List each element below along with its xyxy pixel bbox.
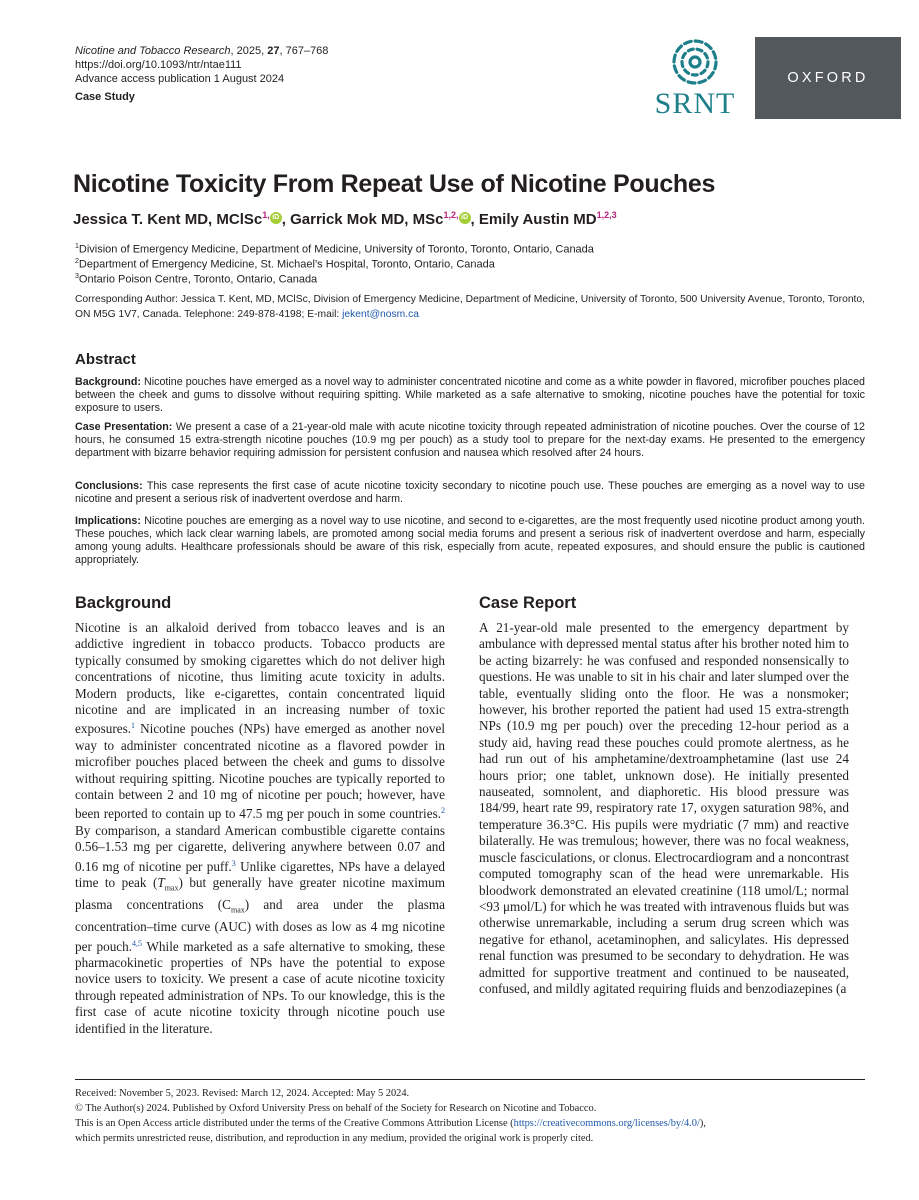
background-heading: Background [75, 594, 172, 612]
footer-divider [75, 1079, 865, 1080]
affiliation-text: Ontario Poison Centre, Toronto, Ontario, Canada [78, 273, 318, 286]
volume: 27 [267, 45, 280, 57]
case-report-text: A 21-year-old male presented to the emergency department by ambulance with depressed mental status after his brother noted him to be acting bizarrely: he was confused and responded nonsensically to questions. He was unable to sit in his chair and later slumped over the table, eventually sliding onto the floor. He was a nonsmoker; however, his brother reported the patient had used 15 extra-strength NPs (10.9 mg per pouch) over the preceding 12-hour period as a study aid, having read these pouches could promote alertness, as he had run out of his amphetamine/dextroamphetamine (last use 24 hours prior; one tablet, unknown dose). He initially presented nauseated, somnolent, and diaphoretic. His blood pressure was 184/99, heart rate 99, respiratory rate 17, oxygen saturation 98%, and temperature 36.3°C. His pupils were mydriatic (7 mm) and reactive bilaterally. He was tremulous; however, there was no focal weakness, muscle fasciculations, or clonus. Electrocardiogram and a noncontrast computed tomography scan of the head were unremarkable. His bloodwork demonstrated an elevated creatinine (118 umol/L; normal <93 μmol/L) for which he was treated with intravenous fluids but was otherwise unremarkable, including a serum drug screen which was negative for ethanol, acetaminophen, and salicylates. His depressed renal function was presumed to be secondary to dehydration. He was admitted for supportive treatment and continued to be nauseated, confused, and mildly agitated requiring fluids and benzodiazepines (a [479, 620, 849, 996]
abstract-case [75, 421, 865, 460]
tmax-subscript: max [164, 883, 179, 893]
citation-year: , 2025, [230, 45, 268, 57]
author-list: Jessica T. Kent MD, MClSc$^{1,}$ iD , Garrick Mok MD, MSc$^{1,2,}$ iD , Emily Austin MD$^{1,2,3}$ [73, 210, 617, 228]
affiliation [75, 269, 317, 288]
author-name: Jessica T. Kent MD, MClSc [73, 211, 263, 228]
paragraph-text: Nicotine pouches (NPs) have emerged as another novel way to administer concentrated nicotine as a flavored powder in microfiber pouches placed between the cheek and gums to dissolve without requiring spitting. Nicotine pouches are typically reported to contain between 2 and 10 mg of nicotine per pouch; however, have been reported to contain up to 47.5 mg per pouch in some countries. [75, 721, 445, 822]
background-text [75, 620, 445, 1037]
citation-link[interactable]: 3 [231, 858, 236, 868]
orcid-icon[interactable]: iD [459, 212, 471, 224]
affiliation-text: Department of Emergency Medicine, St. Michael’s Hospital, Toronto, Ontario, Canada [78, 258, 495, 271]
paragraph-text: ) but generally have greater nicotine maximum plasma concentrations (C [75, 875, 445, 913]
abstract-label: Case Presentation: [75, 421, 173, 433]
cmax-subscript: max [230, 905, 245, 915]
citation-link[interactable]: 4,5 [132, 938, 143, 948]
license-link[interactable]: https://creativecommons.org/licenses/by/4.0/ [513, 1118, 700, 1129]
author-name: Garrick Mok MD, MSc [290, 211, 444, 228]
orcid-icon[interactable]: iD [270, 212, 282, 224]
tmax-symbol: T [157, 875, 165, 891]
affiliation-number: 3 [75, 273, 79, 280]
citation-link[interactable]: 1 [131, 721, 136, 731]
author-affiliation-sup: 1, [262, 210, 270, 220]
citation-link[interactable]: 2 [441, 806, 445, 816]
journal-citation [75, 44, 328, 58]
abstract-conclusions [75, 480, 865, 506]
journal-name: Nicotine and Tobacco Research [75, 45, 231, 57]
copyright: © The Author(s) 2024. Published by Oxford University Press on behalf of the Society for Research on Nicotine and Tobacco. [75, 1103, 597, 1114]
abstract-text: We present a case of a 21-year-old male with acute nicotine toxicity through repeated administration of nicotine pouches. Over the course of 12 hours, he consumed 15 extra-strength nicotine pouches (10.9 mg per pouch) as a study tool to prepare for the next-day exams. He presented to the emergency department with bizarre behavior requiring admission for persistent confusion and nausea which resolved after 24 hours. [75, 421, 865, 459]
abstract-label: Implications: [75, 515, 141, 527]
oxford-logo: OXFORD [755, 37, 901, 119]
affiliation-number: 2 [75, 258, 79, 265]
paragraph-text: ) and area under the plasma concentration–time curve (AUC) with doses as low as 4 mg nicotine per pouch. [75, 897, 445, 954]
abstract-heading: Abstract [75, 351, 136, 368]
srnt-wordmark: SRNT [654, 87, 736, 120]
pages: , 767–768 [279, 45, 329, 57]
abstract-text: Nicotine pouches have emerged as a novel way to administer concentrated nicotine and come as a white powder in flavored, microfiber pouches placed between the cheek and gums to dissolve without requiring spitting. While marketed as a safe alternative to smoking, nicotine pouches have the potential for toxic exposure to users. [75, 376, 865, 414]
received-dates: Received: November 5, 2023. Revised: March 12, 2024. Accepted: May 5 2024. [75, 1088, 410, 1099]
corresponding-text: Corresponding Author: Jessica T. Kent, MD, MClSc, Division of Emergency Medicine, Department of Medicine, University of Toronto, 500 University Avenue, Toronto, Toronto, ON M5G 1V7, Canada. Telephone: 249-878-4198; E-mail: [75, 294, 865, 320]
abstract-text: This case represents the first case of acute nicotine toxicity secondary to nicotine pouch use. These pouches are emerging as a novel way to use nicotine and present a serious risk of inadvertent overdose and harm. [75, 480, 865, 505]
case-report-heading: Case Report [479, 594, 577, 612]
abstract-label: Conclusions: [75, 480, 143, 492]
paragraph-text: Unlike cigarettes, NPs have a delayed time to peak ( [75, 858, 446, 891]
author-affiliation-sup: 1,2, [443, 210, 459, 220]
license [75, 1116, 865, 1131]
affiliation-number: 1 [75, 243, 79, 250]
author-affiliation-sup: 1,2,3 [596, 210, 617, 220]
abstract-implications [75, 515, 865, 567]
article-title: Nicotine Toxicity From Repeat Use of Nicotine Pouches [73, 170, 716, 198]
license-text: ), [699, 1118, 706, 1129]
srnt-logo [645, 33, 745, 119]
email-link[interactable]: jekent@nosm.ca [342, 309, 419, 320]
advance-access: Advance access publication 1 August 2024 [75, 73, 285, 85]
paragraph-text: While marketed as a safe alternative to smoking, these pharmacokinetic properties of NPs have the potential to expose novice users to toxicity. We present a case of acute nicotine toxicity through repeated administration of NPs. To our knowledge, this is the first case of acute nicotine toxicity through nicotine pouch use identified in the literature. [75, 938, 445, 1036]
paragraph-text: By comparison, a standard American combustible cigarette contains 0.56–1.53 mg per cigarette, delivering anywhere between 0.07 and 0.16 mg of nicotine per puff. [75, 822, 445, 874]
license-line2: which permits unrestricted reuse, distribution, and reproduction in any medium, provided the original work is properly cited. [75, 1133, 594, 1144]
abstract-text: Nicotine pouches are emerging as a novel way to use nicotine, and second to e-cigarettes, are the most frequently used nicotine product among youth. These pouches, which lack clear warning labels, are promoted among social media forums and present a serious risk of inadvertent overdose and harm, especially among young adults. Healthcare professionals should be aware of this risk, especially from acute, repeated exposures, and should ensure the public is cautioned appropriately. [75, 515, 865, 566]
author-name: Emily Austin MD [478, 211, 597, 228]
doi-link[interactable]: https://doi.org/10.1093/ntr/ntae111 [75, 59, 242, 71]
paragraph-text: Nicotine is an alkaloid derived from tobacco leaves and is an addictive ingredient in tobacco products. Tobacco products are typically consumed by smoking cigarettes which do not deliver high concentrations of nicotine, thus limiting acute toxicity in adults. Modern products, like e-cigarettes, contain concentrated liquid nicotine and are implicated in an increasing number of toxic exposures. [75, 620, 445, 737]
corresponding-author [75, 292, 865, 322]
abstract-background [75, 376, 865, 415]
article-type: Case Study [75, 91, 135, 103]
license-text: This is an Open Access article distributed under the terms of the Creative Commons Attribution License ( [75, 1118, 514, 1129]
affiliation-text: Division of Emergency Medicine, Department of Medicine, University of Toronto, Toronto, Ontario, Canada [78, 243, 594, 256]
abstract-label: Background: [75, 376, 141, 388]
